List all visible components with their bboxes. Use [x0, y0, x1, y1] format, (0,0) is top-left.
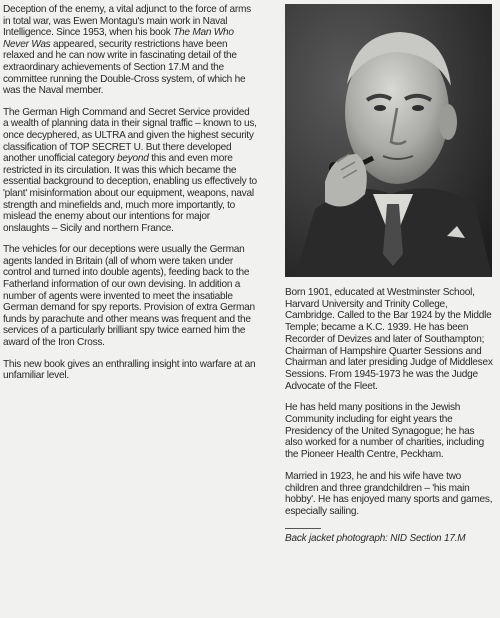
blurb-paragraph-1: Deception of the enemy, a vital adjunct to the force of arms in total war, was Ewen Montagu's main work in Naval Intelligence. Since 1953, when his book The Man Who Never Was appeared, security restrictions have been relaxed and he can now write in fascinating detail of the extraordinary achievements of Section 17.M and the committee running the Double-Cross system, of which he was the Naval member. — [3, 4, 251, 97]
author-photograph — [285, 4, 492, 277]
photo-credit-caption: Back jacket photograph: NID Section 17.M — [285, 532, 466, 544]
bio-paragraph-1: Born 1901, educated at Westminster School, Harvard University and Trinity College, Cambridge. Called to the Bar 1924 by the Middle Temple; became a K.C. 1939. He has been Recorder of Devizes and later of Southampton; Chairman of Hampshire Quarter Sessions and Chairman and later presiding Judge of Middlesex Sessions. From 1945-1973 he was the Judge Advocate of the Fleet. — [285, 287, 493, 392]
author-column — [285, 4, 493, 544]
emphasis-beyond: beyond — [117, 153, 149, 165]
caption-divider — [285, 528, 321, 529]
bio-paragraph-2: He has held many positions in the Jewish Community including for eight years the Presidency of the United Synagogue; he has also worked for a number of charities, including the Pioneer Health Centre, Peckham. — [285, 402, 484, 461]
book-title: The Man Who Never Was — [3, 27, 234, 50]
blurb-paragraph-3: The vehicles for our deceptions were usually the German agents landed in Britain (all of whom were taken under control and turned into double agents), feeding back to the Fatherland information of our own devising. In addition a number of agents were invented to meet the insatiable German demand for spy reports. Provision of extra German funds by parachute and other means was frequent and the services of a particularly brilliant spy twice earned him the award of the Iron Cross. — [3, 244, 255, 349]
author-biography — [285, 287, 493, 518]
author-portrait-image — [285, 4, 492, 277]
bio-paragraph-3: Married in 1923, he and his wife have two children and three grandchildren – 'his main hobby'. He has enjoyed many sports and games, especially sailing. — [285, 470, 493, 517]
jacket-blurb — [3, 4, 257, 392]
blurb-paragraph-4: This new book gives an enthralling insight into warfare at an unfamiliar level. — [3, 358, 256, 382]
blurb-paragraph-2: The German High Command and Secret Service provided a wealth of planning data in their signal traffic – known to us, once decyphered, as ULTRA and given the highest security classification of TOP SECRET U. But there developed another unofficial category beyond this and even more restricted in its circulation. It was this which became the essential background to deception, enabling us effectively to 'plant' misinformation about our equipment, weapons, naval strength and minefields and, much more importantly, to mislead the enemy about our intentions for major onslaughts – Sicily and northern France. — [3, 106, 257, 234]
